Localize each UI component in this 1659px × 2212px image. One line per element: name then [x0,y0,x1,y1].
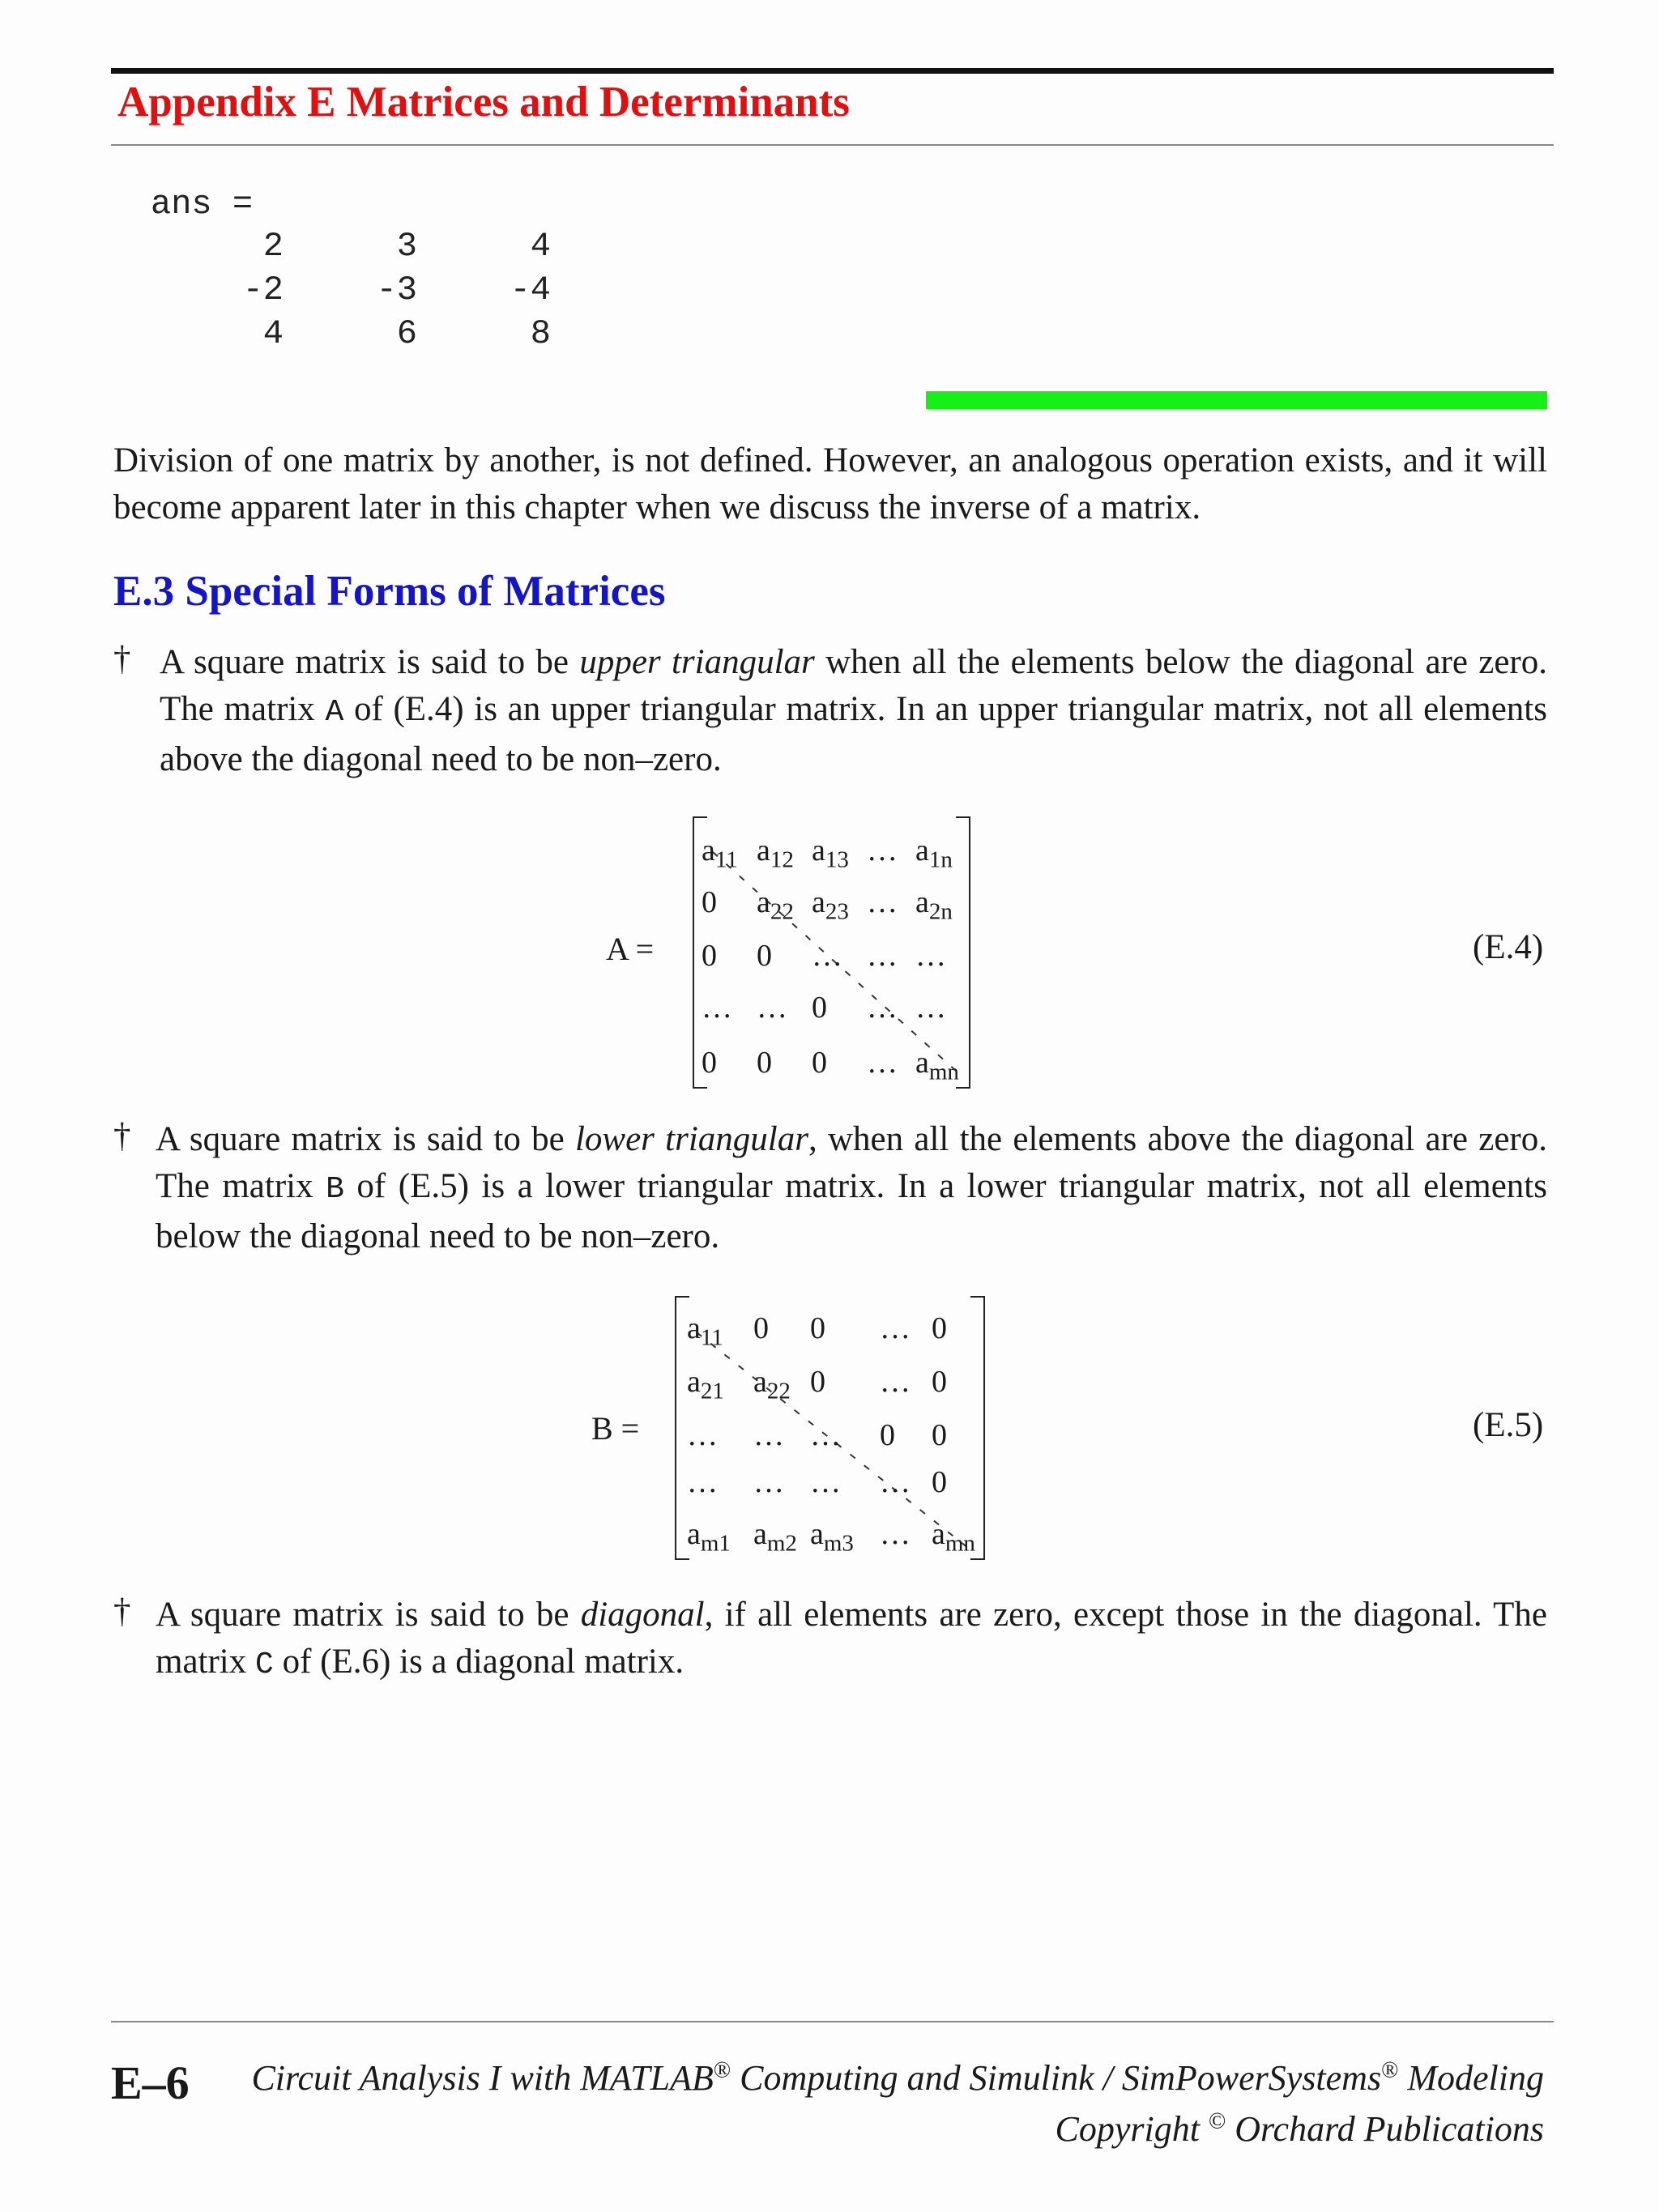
matrix-entry: $a_{1n}$ [915,833,953,873]
matrix-entry: $a_{m2}$ [753,1517,797,1557]
matrix-entry: … [867,991,898,1025]
matrix-entry: $a_{m1}$ [687,1517,731,1557]
section-heading: E.3 Special Forms of Matrices [113,568,666,615]
bullet-upper-triangular: A square matrix is said to be upper triangular when all the elements below the diagonal are zero. The matrix A of (E.4) is an upper triangular matrix. In an upper triangular matrix, not all elements above the diagonal need to be non–zero. [160,643,1547,778]
matrix-entry: $a_{13}$ [812,833,849,873]
matrix-entry: $a_{21}$ [687,1365,724,1404]
matrix-entry: … [812,939,842,973]
ans-cell: 4 [530,227,551,266]
matrix-entry: $a_{22}$ [757,885,794,925]
matrix-entry: $a_{mn}$ [932,1517,975,1557]
matrix-entry: … [880,1465,911,1499]
ans-cell: 2 [262,227,284,266]
ans-cell: 4 [262,314,284,353]
matrix-entry: 0 [932,1311,947,1345]
matrix-entry: 0 [812,1046,827,1080]
footer-rule [111,2021,1554,2022]
ans-label: ans = [151,185,254,224]
matrix-entry: 0 [753,1311,769,1345]
matrix-entry: 0 [880,1418,895,1452]
matrix-entry: 0 [757,1046,772,1080]
matrix-entry: 0 [702,1046,717,1080]
matrix-entry: … [867,1046,898,1080]
matrix-entry: … [915,939,946,973]
matrix-entry: $a_{mn}$ [915,1046,959,1085]
bullet-lower-triangular: A square matrix is said to be lower triangular, when all the elements above the diagonal are zero. The matrix B of (E.5) is a lower triangular matrix. In a lower triangular matrix, not all elements below the diagonal need to be non–zero. [156,1120,1547,1255]
matrix-entry: 0 [757,939,772,973]
dagger-icon: † [113,640,131,678]
ans-cell: 3 [396,227,417,266]
matrix-entry: … [915,991,946,1025]
matrix-entry: 0 [810,1365,825,1399]
matrix-entry: … [753,1465,784,1499]
matrix-entry: … [880,1311,911,1345]
matrix-entry: … [687,1465,718,1499]
ans-cell: 8 [530,314,551,353]
footer-copyright: Copyright © Orchard Publications [1055,2108,1544,2149]
matrix-entry: … [687,1418,718,1452]
ans-cell: 6 [396,314,417,353]
matrix-entry: $a_{12}$ [757,833,794,873]
matrix-lhs: A = [606,931,655,967]
matrix-entry: … [753,1418,784,1452]
matrix-entry: 0 [932,1365,947,1399]
dagger-icon: † [113,1592,131,1630]
matrix-entry: … [867,885,898,919]
matrix-entry: … [867,939,898,973]
page-header-title: Appendix E Matrices and Determinants [117,79,850,126]
matrix-entry: … [867,833,898,867]
bullet-diagonal: A square matrix is said to be diagonal, if all elements are zero, except those in the diagonal. The matrix C of (E.6) is a diagonal matrix. [156,1596,1547,1682]
matrix-lhs: B = [591,1410,640,1447]
matrix-entry: … [880,1517,911,1551]
matrix-entry: 0 [932,1465,947,1499]
footer-book-title: Circuit Analysis I with MATLAB® Computing and Simulink / SimPowerSystems® Modeling [251,2057,1544,2098]
dagger-icon: † [113,1117,131,1155]
matrix-entry: 0 [810,1311,825,1345]
ans-cell: -3 [376,271,417,309]
matrix-entry: $a_{m3}$ [810,1517,854,1557]
matrix-entry: $a_{2n}$ [915,885,953,925]
matrix-entry: … [757,991,787,1025]
page-number: E–6 [111,2056,190,2109]
matrix-entry: 0 [702,885,717,919]
equation-label: (E.5) [1473,1406,1544,1444]
matrix-entry: $a_{11}$ [687,1311,723,1351]
ans-cell: -2 [242,271,284,309]
matrix-entry: … [810,1465,841,1499]
matrix-entry: … [702,991,732,1025]
matrix-entry: 0 [932,1418,947,1452]
matrix-entry: $a_{23}$ [812,885,849,925]
matrix-entry: $a_{11}$ [702,833,738,873]
intro-paragraph: Division of one matrix by another, is not defined. However, an analogous operation exists, and it will become apparent later in this chapter when we discuss the inverse of a matrix. [113,441,1547,526]
matrix-entry: $a_{22}$ [753,1365,791,1404]
ans-cell: -4 [510,271,551,309]
equation-label: (E.4) [1473,928,1544,966]
matrix-entry: 0 [812,991,827,1025]
matrix-entry: 0 [702,939,717,973]
matrix-entry: … [810,1418,841,1452]
matrix-entry: … [880,1365,911,1399]
